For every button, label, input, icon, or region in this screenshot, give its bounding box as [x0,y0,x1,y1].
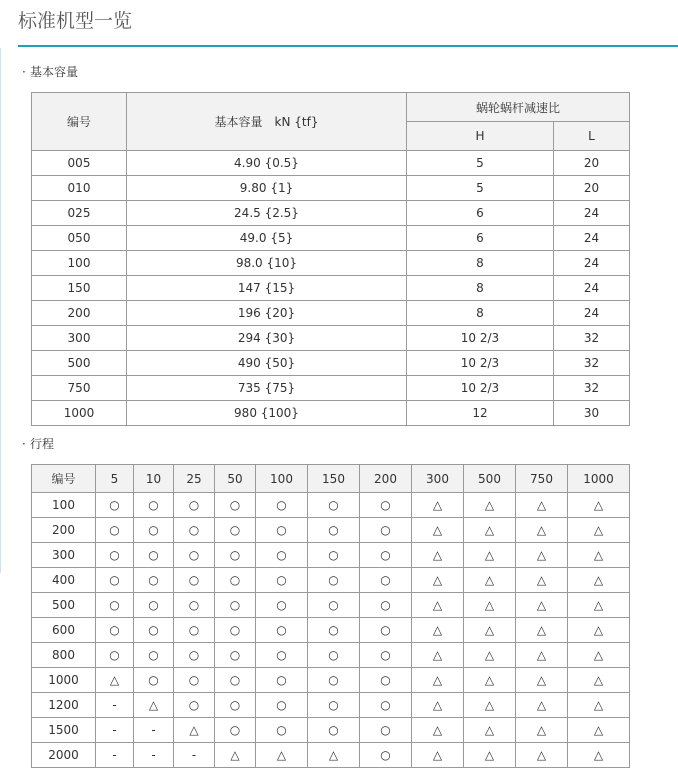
cell-code: 200 [32,301,127,326]
cell-availability: ○ [134,643,174,668]
section-label-stroke [22,436,54,452]
cell-availability: △ [256,743,308,768]
cell-availability: △ [516,718,568,743]
cell-availability: ○ [174,643,215,668]
cell-availability: △ [412,693,464,718]
cell-availability: ○ [215,668,256,693]
cell-availability: △ [464,718,516,743]
cell-availability: ○ [360,743,412,768]
cell-availability: ○ [215,493,256,518]
cell-availability: △ [464,543,516,568]
cell-availability: ○ [134,618,174,643]
cell-availability: ○ [96,568,134,593]
cell-h: 8 [407,301,554,326]
cell-availability: ○ [308,568,360,593]
section-label-stroke-text: 行程 [30,437,55,451]
cell-availability: △ [568,568,630,593]
cell-availability: △ [516,493,568,518]
bullet-icon: · [22,65,26,79]
cell-code: 010 [32,176,127,201]
cell-availability: ○ [308,543,360,568]
stroke-header-col: 150 [308,465,360,493]
stroke-header-code: 编号 [32,465,96,493]
table-row [32,568,630,593]
cell-availability: ○ [308,518,360,543]
cell-availability: △ [464,568,516,593]
cell-code: 750 [32,376,127,401]
cell-availability: - [96,693,134,718]
cell-availability: △ [568,618,630,643]
cell-capacity: 9.80 {1} [127,176,407,201]
cell-code: 800 [32,643,96,668]
cell-availability: △ [516,568,568,593]
cell-h: 5 [407,176,554,201]
cell-code: 1000 [32,401,127,426]
cell-availability: △ [412,718,464,743]
table-row [32,743,630,768]
cell-code: 300 [32,543,96,568]
cell-availability: △ [464,593,516,618]
cell-code: 025 [32,201,127,226]
cell-l: 20 [554,176,630,201]
header-l: L [554,122,630,151]
cell-availability: △ [516,543,568,568]
cell-code: 1200 [32,693,96,718]
cell-availability: ○ [96,493,134,518]
cell-availability: ○ [215,568,256,593]
cell-availability: ○ [308,693,360,718]
cell-availability: △ [412,668,464,693]
cell-availability: ○ [174,518,215,543]
stroke-table [31,464,630,768]
cell-availability: ○ [174,593,215,618]
table-row [32,643,630,668]
cell-h: 6 [407,201,554,226]
cell-l: 20 [554,151,630,176]
cell-availability: △ [568,643,630,668]
cell-capacity: 490 {50} [127,351,407,376]
cell-availability: ○ [174,543,215,568]
cell-capacity: 196 {20} [127,301,407,326]
cell-availability: ○ [174,568,215,593]
cell-availability: △ [516,743,568,768]
table-row [32,251,630,276]
cell-availability: ○ [308,493,360,518]
section-label-capacity-text: 基本容量 [30,65,79,79]
cell-capacity: 4.90 {0.5} [127,151,407,176]
cell-availability: △ [568,518,630,543]
cell-availability: ○ [134,543,174,568]
stroke-header-col: 750 [516,465,568,493]
cell-availability: △ [174,718,215,743]
cell-code: 1000 [32,668,96,693]
cell-availability: ○ [134,668,174,693]
cell-availability: ○ [174,668,215,693]
cell-availability: ○ [215,593,256,618]
cell-availability: - [96,718,134,743]
table-row [32,151,630,176]
cell-availability: △ [568,593,630,618]
cell-availability: ○ [308,643,360,668]
section-label-capacity [22,64,78,80]
cell-code: 500 [32,593,96,618]
cell-availability: △ [464,668,516,693]
cell-availability: ○ [96,593,134,618]
table-row [32,593,630,618]
cell-availability: △ [568,543,630,568]
cell-l: 24 [554,201,630,226]
cell-availability: ○ [215,618,256,643]
header-capacity: 基本容量 kN {tf} [127,93,407,151]
cell-availability: - [134,743,174,768]
cell-availability: ○ [134,568,174,593]
cell-capacity: 735 {75} [127,376,407,401]
cell-availability: △ [464,743,516,768]
cell-availability: ○ [360,618,412,643]
bullet-icon: · [22,437,26,451]
cell-availability: ○ [360,593,412,618]
cell-availability: ○ [256,593,308,618]
stroke-header-col: 500 [464,465,516,493]
cell-l: 24 [554,226,630,251]
cell-availability: △ [412,543,464,568]
cell-availability: ○ [174,693,215,718]
cell-capacity: 147 {15} [127,276,407,301]
cell-code: 400 [32,568,96,593]
cell-availability: ○ [256,493,308,518]
cell-availability: - [174,743,215,768]
cell-capacity: 24.5 {2.5} [127,201,407,226]
cell-availability: ○ [96,618,134,643]
header-h: H [407,122,554,151]
capacity-table [31,92,630,426]
cell-availability: ○ [256,568,308,593]
cell-availability: ○ [308,593,360,618]
cell-availability: ○ [134,518,174,543]
cell-h: 8 [407,251,554,276]
cell-availability: ○ [308,668,360,693]
cell-availability: △ [134,693,174,718]
cell-availability: △ [412,568,464,593]
cell-code: 500 [32,351,127,376]
table-row [32,376,630,401]
stroke-header-col: 5 [96,465,134,493]
cell-h: 10 2/3 [407,351,554,376]
cell-availability: ○ [360,643,412,668]
table-row [32,226,630,251]
stroke-header-col: 300 [412,465,464,493]
cell-capacity: 49.0 {5} [127,226,407,251]
cell-availability: ○ [256,518,308,543]
title-underline [18,45,678,47]
cell-availability: ○ [360,543,412,568]
cell-availability: △ [516,668,568,693]
cell-availability: ○ [360,493,412,518]
cell-availability: △ [412,643,464,668]
cell-l: 32 [554,351,630,376]
cell-capacity: 980 {100} [127,401,407,426]
cell-capacity: 98.0 {10} [127,251,407,276]
cell-availability: - [134,718,174,743]
cell-availability: △ [516,693,568,718]
table-row [32,543,630,568]
cell-code: 100 [32,493,96,518]
cell-l: 30 [554,401,630,426]
cell-availability: △ [464,693,516,718]
cell-l: 24 [554,276,630,301]
cell-availability: △ [516,593,568,618]
cell-availability: △ [568,743,630,768]
stroke-header-col: 200 [360,465,412,493]
table-row [32,493,630,518]
cell-availability: ○ [256,543,308,568]
table-row [32,301,630,326]
cell-availability: ○ [96,643,134,668]
stroke-table-body [32,493,630,768]
cell-availability: ○ [134,593,174,618]
table-row [32,351,630,376]
table-row [32,718,630,743]
cell-availability: △ [568,668,630,693]
cell-availability: ○ [256,668,308,693]
cell-availability: △ [516,618,568,643]
stroke-header-col: 25 [174,465,215,493]
table-row [32,326,630,351]
cell-code: 600 [32,618,96,643]
cell-capacity: 294 {30} [127,326,407,351]
cell-availability: △ [215,743,256,768]
cell-availability: △ [464,493,516,518]
stroke-header-col: 50 [215,465,256,493]
cell-availability: ○ [360,693,412,718]
stroke-header-col: 10 [134,465,174,493]
table-row [32,176,630,201]
cell-availability: ○ [360,518,412,543]
stroke-header-col: 1000 [568,465,630,493]
cell-availability: ○ [360,718,412,743]
cell-availability: △ [308,743,360,768]
stroke-header-col: 100 [256,465,308,493]
cell-availability: ○ [360,568,412,593]
cell-availability: ○ [308,618,360,643]
table-row [32,693,630,718]
cell-availability: △ [464,643,516,668]
left-border-line [0,48,1,573]
cell-code: 050 [32,226,127,251]
cell-availability: △ [568,693,630,718]
cell-code: 150 [32,276,127,301]
cell-code: 200 [32,518,96,543]
cell-availability: △ [464,518,516,543]
cell-availability: - [96,743,134,768]
cell-code: 1500 [32,718,96,743]
cell-availability: △ [96,668,134,693]
cell-availability: ○ [174,618,215,643]
cell-availability: ○ [256,618,308,643]
cell-availability: ○ [134,493,174,518]
cell-l: 24 [554,251,630,276]
cell-h: 6 [407,226,554,251]
cell-availability: △ [412,743,464,768]
cell-h: 5 [407,151,554,176]
cell-availability: ○ [256,693,308,718]
cell-availability: ○ [174,493,215,518]
cell-availability: ○ [360,668,412,693]
cell-code: 300 [32,326,127,351]
cell-availability: ○ [308,718,360,743]
cell-l: 32 [554,376,630,401]
cell-availability: △ [412,593,464,618]
cell-availability: ○ [256,643,308,668]
cell-availability: ○ [96,543,134,568]
stroke-header-row [32,465,630,493]
cell-availability: ○ [215,643,256,668]
table-row [32,668,630,693]
table-row [32,518,630,543]
cell-availability: ○ [215,718,256,743]
cell-availability: △ [516,518,568,543]
cell-availability: △ [516,643,568,668]
header-ratio-group: 蜗轮蜗杆减速比 [407,93,630,122]
cell-availability: △ [412,493,464,518]
capacity-table-body [32,151,630,426]
cell-h: 8 [407,276,554,301]
cell-availability: △ [464,618,516,643]
cell-availability: ○ [256,718,308,743]
cell-availability: ○ [215,693,256,718]
table-row [32,201,630,226]
table-row [32,618,630,643]
cell-availability: ○ [215,518,256,543]
cell-h: 10 2/3 [407,376,554,401]
cell-l: 24 [554,301,630,326]
table-row [32,276,630,301]
cell-availability: △ [412,518,464,543]
cell-availability: ○ [96,518,134,543]
header-code: 编号 [32,93,127,151]
table-row [32,401,630,426]
cell-l: 32 [554,326,630,351]
cell-code: 100 [32,251,127,276]
cell-code: 005 [32,151,127,176]
cell-availability: △ [568,493,630,518]
cell-h: 12 [407,401,554,426]
cell-availability: ○ [215,543,256,568]
cell-availability: △ [412,618,464,643]
cell-code: 2000 [32,743,96,768]
cell-availability: △ [568,718,630,743]
page-title: 标准机型一览 [18,10,133,32]
cell-h: 10 2/3 [407,326,554,351]
